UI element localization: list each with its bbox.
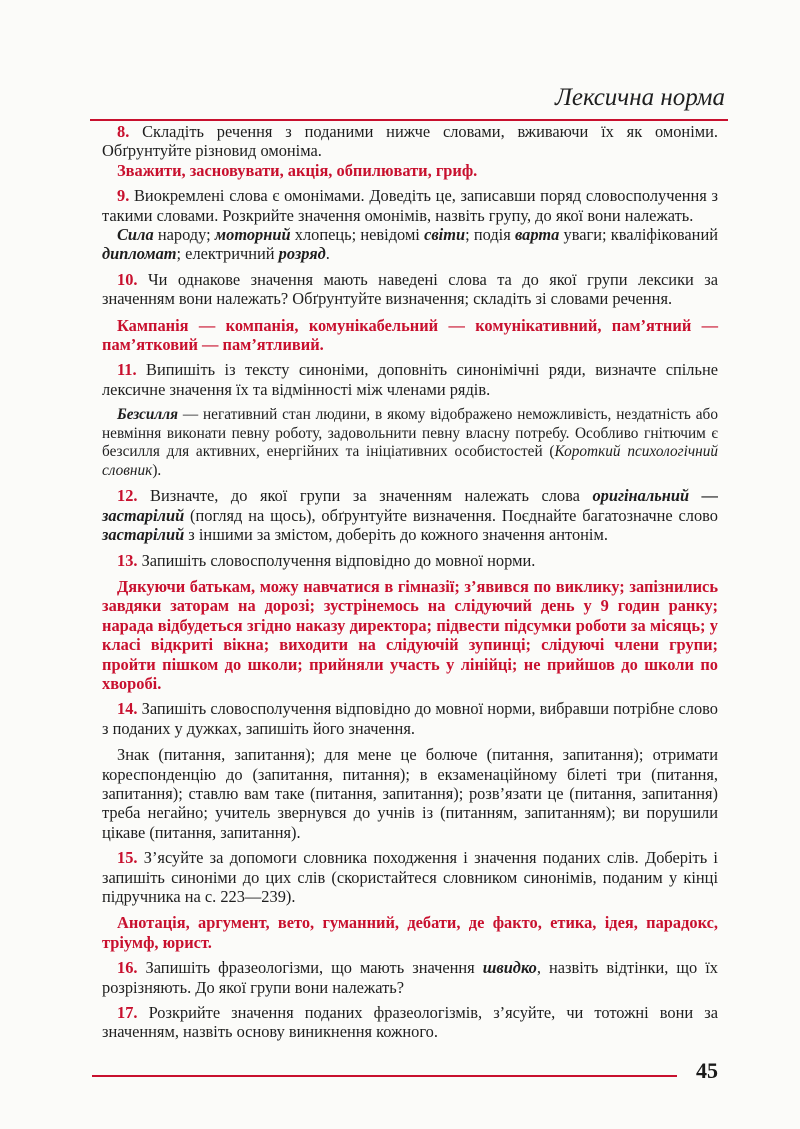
definition-text: — негативний стан людини, в якому відображено неможливість, нездатність або невміння виконати певну роботу, задовольнити певну власну потребу. Особливо гнітючим є безсилля для активних, енергійних та ініціативних особистостей ( bbox=[102, 406, 718, 461]
exercise-14-task bbox=[102, 699, 718, 738]
exercise-8-task bbox=[102, 122, 718, 161]
text-fragment: Визначте, до якої групи за значенням належать слова bbox=[137, 486, 593, 506]
footer-divider bbox=[92, 1075, 677, 1077]
exercise-10-task bbox=[102, 270, 718, 309]
exercise-number: 12. bbox=[117, 486, 138, 506]
text-fragment: ; електричний bbox=[176, 244, 279, 264]
exercise-number: 11. bbox=[117, 360, 137, 380]
exercise-13-words: Дякуючи батькам, можу навчатися в гімназії; з’явився по виклику; запізнились завдяки заторам на дорозі; зустрінемось на слідуючий день у 9 годин ранку; нарада відбудеться згідно наказу директора; підвести підсумки роботи за місяць; у класі відкриті вікна; виходити на слідуючій зупинці; слідуючі члени групи; пройти пішком до школи; прийняли участь у лінійці; не прийшов до школи по хворобі. bbox=[102, 576, 718, 693]
exercise-8-words: Зважити, засновувати, акція, обпилювати, гриф. bbox=[117, 160, 478, 180]
text-fragment: народу; bbox=[153, 225, 215, 245]
exercise-15-task bbox=[102, 848, 718, 906]
exercise-14-material: Знак (питання, запитання); для мене це болюче (питання, запитання); отримати кореспонденцію до (запитання, питання); в екзаменаційному білеті три (питання, запитання); ставлю вам таке (питання, запитання); розв’язати це (питання, запитання) треба негайно; учитель звернувся до учнів із (питанням, запитанням); ви порушили цікаве (питання, запитання). bbox=[102, 745, 718, 842]
exercise-12-task bbox=[102, 486, 718, 544]
exercise-text: З’ясуйте за допомоги словника походження і значення поданих слів. Доберіть і запишіть синоніми до цих слів (скористайтеся словником синонімів, поданим у кінці підручника на с. 223—239). bbox=[102, 848, 718, 906]
exercise-text: Запишіть словосполучення відповідно до мовної норми. bbox=[137, 550, 536, 570]
exercise-number: 16. bbox=[117, 958, 138, 978]
text-fragment: уваги; кваліфікований bbox=[559, 225, 718, 245]
exercise-number: 8. bbox=[117, 122, 130, 141]
exercise-16-task bbox=[102, 958, 718, 997]
exercise-15-words: Анотація, аргумент, вето, гуманний, дебати, де факто, етика, ідея, парадокс, тріумф, юрист. bbox=[102, 913, 718, 952]
exercise-text: Складіть речення з поданими нижче словами, вживаючи їх як омоніми. Обґрунтуйте різновид омоніма. bbox=[102, 122, 718, 161]
exercise-11-passage bbox=[102, 406, 718, 480]
highlighted-word: швидко bbox=[482, 958, 537, 978]
text-fragment: ; подія bbox=[465, 225, 515, 245]
exercise-9-material bbox=[102, 225, 718, 264]
exercise-number: 15. bbox=[117, 848, 138, 868]
highlighted-word: оригінальний — застарілий bbox=[102, 486, 718, 525]
exercise-number: 13. bbox=[117, 550, 138, 570]
highlighted-word: моторний bbox=[214, 225, 291, 245]
text-fragment: з іншими за змістом, доберіть до кожного значення антонім. bbox=[184, 525, 608, 545]
highlighted-word: світи bbox=[424, 225, 466, 245]
highlighted-word: дипломат bbox=[102, 244, 177, 264]
exercise-text: Чи однакове значення мають наведені слова та до якої групи лексики за значенням вони належать? Обґрунтуйте визначення; складіть зі словами речення. bbox=[102, 269, 718, 309]
exercise-13-task bbox=[102, 551, 718, 570]
exercise-number: 17. bbox=[117, 1003, 138, 1023]
page-header-title: Лексична норма bbox=[554, 84, 725, 111]
header-divider bbox=[90, 119, 728, 121]
highlighted-word: Сила bbox=[117, 225, 154, 245]
highlighted-word: застарілий bbox=[102, 525, 185, 545]
exercise-text: Запишіть словосполучення відповідно до мовної норми, вибравши потрібне слово з поданих у дужках, запишіть його значення. bbox=[102, 699, 718, 738]
text-fragment: (погляд на щось), обґрунтуйте визначення. Поєднайте багатозначне слово bbox=[184, 505, 718, 525]
exercise-text: Випишіть із тексту синоніми, доповніть синонімічні ряди, визначте спільне лексичне значення їх та відмінності між членами рядів. bbox=[102, 360, 718, 399]
exercise-text: Розкрийте значення поданих фразеологізмів, з’ясуйте, чи тотожні вони за значенням, назвіть основу виникнення кожного. bbox=[102, 1003, 718, 1042]
defined-term: Безсилля bbox=[117, 406, 178, 424]
exercise-number: 9. bbox=[117, 186, 130, 206]
text-fragment: ). bbox=[152, 461, 162, 479]
text-fragment: Запишіть фразеологізми, що мають значення bbox=[137, 958, 483, 978]
exercise-11-task bbox=[102, 360, 718, 399]
exercise-9-task bbox=[102, 186, 718, 225]
page-number: 45 bbox=[696, 1058, 718, 1083]
exercise-number: 10. bbox=[117, 269, 138, 289]
highlighted-word: варта bbox=[514, 225, 560, 245]
text-fragment: , назвіть відтінки, що їх розрізняють. До якої групи вони належать? bbox=[102, 958, 718, 997]
exercise-number: 14. bbox=[117, 699, 138, 719]
exercises-content bbox=[102, 122, 718, 1042]
text-fragment: . bbox=[325, 244, 330, 264]
highlighted-word: розряд bbox=[278, 244, 326, 264]
exercise-text: Виокремлені слова є омонімами. Доведіть це, записавши поряд словосполучення з такими словами. Розкрийте значення омонімів, назвіть групу, до якої вони належать. bbox=[102, 186, 718, 225]
exercise-10-words: Кампанія — компанія, комунікабельний — комунікативний, пам’ятний — пам’ятковий — пам’ятливий. bbox=[102, 315, 718, 355]
source-citation: Короткий психологічний словник bbox=[102, 443, 719, 479]
exercise-17-task bbox=[102, 1003, 718, 1042]
text-fragment: хлопець; невідомі bbox=[290, 225, 425, 245]
